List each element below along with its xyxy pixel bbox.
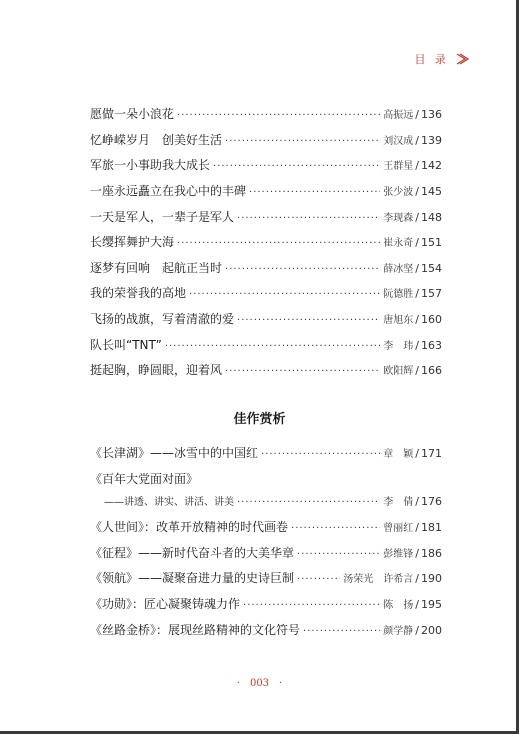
entry-author: 汤荣光 许希言: [343, 574, 414, 585]
entry-page: 142: [421, 159, 442, 172]
separator: /: [415, 364, 419, 377]
entry-author: 崔永奇: [383, 238, 414, 249]
entry-page: 139: [421, 134, 442, 147]
separator: /: [415, 495, 419, 508]
page-number: 003: [249, 678, 270, 689]
entry-title: 挺起胸，睁圆眼，迎着风: [90, 363, 223, 377]
toc-entry[interactable]: [90, 182, 442, 198]
entry-page: 171: [421, 447, 442, 460]
entry-author: 王群星: [383, 161, 414, 172]
toc-entry[interactable]: [90, 310, 442, 326]
separator: /: [415, 313, 419, 326]
entry-page: 200: [421, 624, 442, 637]
entry-page: 148: [421, 211, 442, 224]
entry-title: 长缨挥舞护大海: [90, 235, 175, 249]
entry-title: 军旅一小事助我大成长: [90, 158, 211, 172]
separator: /: [415, 134, 419, 147]
entry-title: 愿做一朵小浪花: [90, 107, 175, 121]
separator: /: [415, 236, 419, 249]
toc-entry[interactable]: [90, 569, 442, 585]
header: [415, 51, 470, 67]
dot-leader: [291, 523, 380, 534]
entry-author: 颜学静: [383, 626, 414, 637]
dot-leader: [237, 213, 380, 224]
entry-author: 曾丽红: [383, 523, 414, 534]
entry-page: 163: [421, 339, 442, 352]
entry-page: 186: [421, 547, 442, 560]
toc-entry[interactable]: [90, 105, 442, 121]
chevron-right-icon: [455, 53, 469, 65]
entry-author: 李 倩: [383, 497, 414, 508]
entry-title: 一天是军人，一辈子是军人: [90, 210, 235, 224]
entry-author: 阮德胜: [383, 289, 414, 300]
entry-title: 《长津湖》——冰雪中的中国红: [90, 446, 259, 460]
entry-title: 飞扬的战旗，写着清澈的爱: [90, 312, 235, 326]
entry-title: 一座永远矗立在我心中的丰碑: [90, 184, 247, 198]
entry-author: 张少波: [383, 187, 414, 198]
entry-page: 181: [421, 521, 442, 534]
entry-title: 《百年大党面对面》: [90, 472, 199, 486]
dot-leader: [225, 136, 380, 147]
entry-page: 190: [421, 572, 442, 585]
toc-entry[interactable]: [90, 544, 442, 560]
entry-title: 队长叫“TNT”: [90, 338, 162, 352]
entry-page: 157: [421, 287, 442, 300]
entry-author: 陈 扬: [383, 600, 414, 611]
entry-page: 154: [421, 262, 442, 275]
entry-author: 彭维锋: [383, 549, 414, 560]
separator: /: [415, 287, 419, 300]
entry-page: 176: [421, 495, 442, 508]
entry-page: 151: [421, 236, 442, 249]
toc-entry[interactable]: [90, 156, 442, 172]
dot-leader: [165, 341, 380, 352]
separator: /: [415, 572, 419, 585]
separator: /: [415, 339, 419, 352]
toc-entry[interactable]: [90, 470, 442, 486]
entry-title: 忆峥嵘岁月 创美好生活: [90, 133, 223, 147]
entry-title: 《功勋》：匠心凝聚铸魂力作: [90, 597, 241, 611]
toc-entry[interactable]: [90, 259, 442, 275]
toc-entry[interactable]: [90, 595, 442, 611]
header-label: 目 录: [414, 53, 449, 66]
dot-leader: [213, 161, 380, 172]
entry-title: 《人世间》：改革开放精神的时代画卷: [90, 520, 289, 534]
dot-leader: [177, 110, 380, 121]
entry-page: 166: [421, 364, 442, 377]
dot-leader: [249, 187, 380, 198]
entry-author: 李 玮: [383, 341, 414, 352]
entry-author: 欧阳辉: [383, 366, 414, 377]
entry-author: 李现森: [383, 213, 414, 224]
dot-leader: [297, 549, 380, 560]
separator: /: [415, 185, 419, 198]
toc-entry[interactable]: [90, 233, 442, 249]
toc-entry[interactable]: [90, 131, 442, 147]
toc-entry[interactable]: [90, 518, 442, 534]
entry-author: 章 颖: [383, 449, 414, 460]
footer-dot-icon: ·: [279, 678, 283, 689]
dot-leader: [261, 449, 380, 460]
entry-title: 《领航》——凝聚奋进力量的史诗巨制: [90, 571, 295, 585]
entry-author: 高振远: [383, 110, 414, 121]
entry-title: 我的荣誉我的高地: [90, 286, 187, 300]
dot-leader: [297, 574, 340, 585]
entry-title: 逐梦有回响 起航正当时: [90, 261, 223, 275]
entry-page: 195: [421, 598, 442, 611]
dot-leader: [237, 497, 380, 508]
separator: /: [415, 262, 419, 275]
separator: /: [415, 521, 419, 534]
entry-title: 《征程》——新时代奋斗者的大美华章: [90, 546, 295, 560]
toc-entry[interactable]: [90, 621, 442, 637]
separator: /: [415, 447, 419, 460]
entry-title: 《丝路金桥》：展现丝路精神的文化符号: [90, 623, 301, 637]
entry-author: 刘汉成: [383, 136, 414, 147]
section-title: 佳作赏析: [233, 412, 286, 427]
page-footer: [0, 678, 519, 689]
entry-title: ——讲透、讲实、讲活、讲美: [104, 497, 234, 508]
dot-leader: [243, 600, 380, 611]
toc-entry-subtitle[interactable]: [104, 493, 442, 509]
separator: /: [415, 547, 419, 560]
toc-entry[interactable]: [90, 361, 442, 377]
dot-leader: [225, 264, 380, 275]
dot-leader: [237, 315, 380, 326]
dot-leader: [303, 626, 380, 637]
dot-leader: [225, 366, 380, 377]
entry-page: 136: [421, 108, 442, 121]
entry-page: 160: [421, 313, 442, 326]
entry-author: 薛冰坚: [383, 264, 414, 275]
toc-entry[interactable]: [90, 284, 442, 300]
toc-entry[interactable]: [90, 208, 442, 224]
dot-leader: [189, 289, 380, 300]
toc-entry[interactable]: [90, 444, 442, 460]
separator: /: [415, 159, 419, 172]
separator: /: [415, 211, 419, 224]
entry-page: 145: [421, 185, 442, 198]
entry-author: 唐旭东: [383, 315, 414, 326]
dot-leader: [177, 238, 380, 249]
separator: /: [415, 108, 419, 121]
separator: /: [415, 624, 419, 637]
toc-entry[interactable]: [90, 336, 442, 352]
footer-dot-icon: ·: [236, 678, 240, 689]
separator: /: [415, 598, 419, 611]
